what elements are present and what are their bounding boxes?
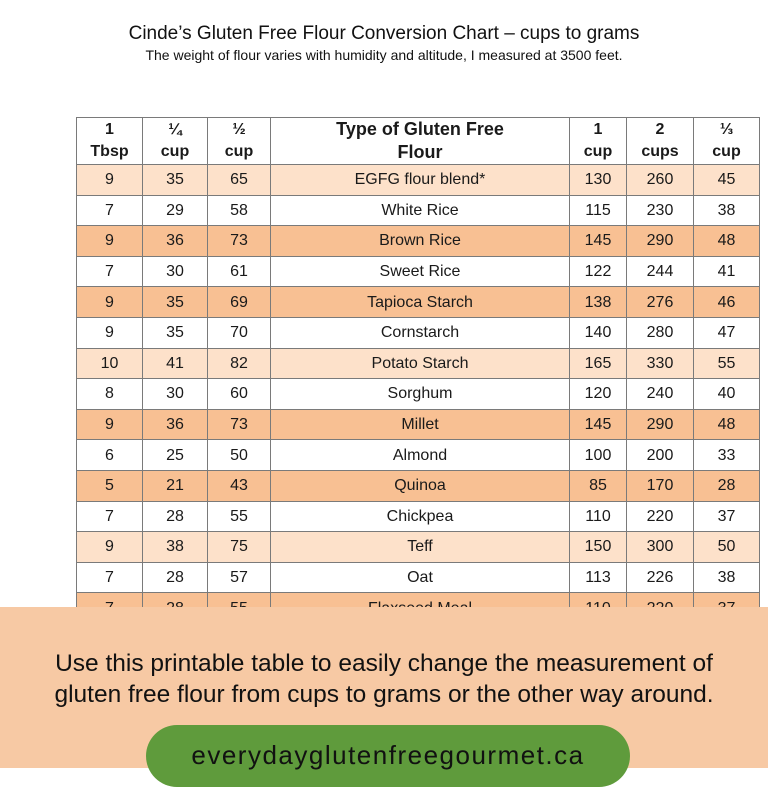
column-header-third-cup bbox=[694, 118, 760, 165]
column-header-line: 1 bbox=[593, 121, 603, 138]
third-cup-cell: 50 bbox=[694, 532, 760, 563]
one-cup-cell: 120 bbox=[570, 379, 627, 410]
column-header-line: cup bbox=[224, 143, 254, 160]
column-header-line: cup bbox=[160, 143, 190, 160]
quarter-cup-cell: 35 bbox=[143, 317, 208, 348]
one-cup-cell: 122 bbox=[570, 256, 627, 287]
column-header-line: Flour bbox=[397, 142, 443, 162]
page-title: Cinde’s Gluten Free Flour Conversion Chart – cups to grams bbox=[128, 23, 640, 44]
two-cups-cell: 226 bbox=[627, 562, 694, 593]
one-cup-cell: 115 bbox=[570, 195, 627, 226]
half-cup-cell: 60 bbox=[208, 379, 271, 410]
flour-type-cell: Cornstarch bbox=[271, 317, 570, 348]
website-url-link[interactable]: everydayglutenfreegourmet.ca bbox=[146, 725, 630, 787]
flour-type-cell: Millet bbox=[271, 409, 570, 440]
one-cup-cell: 100 bbox=[570, 440, 627, 471]
flour-type-cell: Potato Starch bbox=[271, 348, 570, 379]
half-cup-cell: 43 bbox=[208, 470, 271, 501]
table-row bbox=[77, 195, 760, 226]
tbsp-cell: 9 bbox=[77, 226, 143, 257]
one-cup-cell: 145 bbox=[570, 226, 627, 257]
conversion-table bbox=[76, 117, 760, 624]
two-cups-cell: 290 bbox=[627, 226, 694, 257]
quarter-cup-cell: 30 bbox=[143, 379, 208, 410]
conversion-table-container bbox=[76, 117, 741, 617]
quarter-cup-cell: 29 bbox=[143, 195, 208, 226]
banner-text-line: Use this printable table to easily change the measurement of bbox=[55, 650, 713, 677]
tbsp-cell: 9 bbox=[77, 532, 143, 563]
quarter-cup-cell: 36 bbox=[143, 409, 208, 440]
table-row bbox=[77, 165, 760, 196]
table-row bbox=[77, 287, 760, 318]
half-cup-cell: 73 bbox=[208, 409, 271, 440]
column-header-tbsp bbox=[77, 118, 143, 165]
page-subtitle: The weight of flour varies with humidity and altitude, I measured at 3500 feet. bbox=[145, 47, 623, 63]
column-header-line: Type of Gluten Free bbox=[336, 119, 504, 139]
table-row bbox=[77, 562, 760, 593]
flour-type-cell: Quinoa bbox=[271, 470, 570, 501]
two-cups-cell: 300 bbox=[627, 532, 694, 563]
tbsp-cell: 7 bbox=[77, 195, 143, 226]
tbsp-cell: 9 bbox=[77, 409, 143, 440]
table-row bbox=[77, 501, 760, 532]
table-row bbox=[77, 440, 760, 471]
one-cup-cell: 110 bbox=[570, 501, 627, 532]
quarter-cup-cell: 41 bbox=[143, 348, 208, 379]
one-cup-cell: 113 bbox=[570, 562, 627, 593]
two-cups-cell: 290 bbox=[627, 409, 694, 440]
one-cup-cell: 145 bbox=[570, 409, 627, 440]
table-row bbox=[77, 379, 760, 410]
third-cup-cell: 38 bbox=[694, 562, 760, 593]
flour-type-cell: Almond bbox=[271, 440, 570, 471]
flour-type-cell: White Rice bbox=[271, 195, 570, 226]
third-cup-cell: 48 bbox=[694, 226, 760, 257]
column-header-line: ¼ bbox=[168, 121, 182, 138]
tbsp-cell: 6 bbox=[77, 440, 143, 471]
third-cup-cell: 28 bbox=[694, 470, 760, 501]
one-cup-cell: 140 bbox=[570, 317, 627, 348]
third-cup-cell: 46 bbox=[694, 287, 760, 318]
two-cups-cell: 276 bbox=[627, 287, 694, 318]
table-row bbox=[77, 470, 760, 501]
third-cup-cell: 33 bbox=[694, 440, 760, 471]
table-body bbox=[77, 165, 760, 624]
third-cup-cell: 55 bbox=[694, 348, 760, 379]
promo-banner bbox=[0, 607, 768, 768]
table-row bbox=[77, 226, 760, 257]
two-cups-cell: 330 bbox=[627, 348, 694, 379]
two-cups-cell: 240 bbox=[627, 379, 694, 410]
column-header-line: cup bbox=[583, 143, 613, 160]
half-cup-cell: 61 bbox=[208, 256, 271, 287]
half-cup-cell: 70 bbox=[208, 317, 271, 348]
column-header-line: cup bbox=[712, 143, 741, 160]
one-cup-cell: 165 bbox=[570, 348, 627, 379]
two-cups-cell: 230 bbox=[627, 195, 694, 226]
tbsp-cell: 7 bbox=[77, 501, 143, 532]
tbsp-cell: 9 bbox=[77, 287, 143, 318]
third-cup-cell: 48 bbox=[694, 409, 760, 440]
half-cup-cell: 55 bbox=[208, 501, 271, 532]
flour-type-cell: Sweet Rice bbox=[271, 256, 570, 287]
two-cups-cell: 244 bbox=[627, 256, 694, 287]
half-cup-cell: 65 bbox=[208, 165, 271, 196]
quarter-cup-cell: 28 bbox=[143, 562, 208, 593]
column-header-quarter-cup bbox=[143, 118, 208, 165]
flour-type-cell: EGFG flour blend* bbox=[271, 165, 570, 196]
half-cup-cell: 57 bbox=[208, 562, 271, 593]
two-cups-cell: 260 bbox=[627, 165, 694, 196]
two-cups-cell: 220 bbox=[627, 501, 694, 532]
table-row bbox=[77, 532, 760, 563]
third-cup-cell: 47 bbox=[694, 317, 760, 348]
one-cup-cell: 138 bbox=[570, 287, 627, 318]
column-header-two-cups bbox=[627, 118, 694, 165]
flour-type-cell: Brown Rice bbox=[271, 226, 570, 257]
column-header-one-cup bbox=[570, 118, 627, 165]
third-cup-cell: 40 bbox=[694, 379, 760, 410]
half-cup-cell: 50 bbox=[208, 440, 271, 471]
two-cups-cell: 170 bbox=[627, 470, 694, 501]
tbsp-cell: 5 bbox=[77, 470, 143, 501]
column-header-line: 2 bbox=[655, 121, 665, 138]
quarter-cup-cell: 30 bbox=[143, 256, 208, 287]
half-cup-cell: 69 bbox=[208, 287, 271, 318]
quarter-cup-cell: 25 bbox=[143, 440, 208, 471]
column-header-line: Tbsp bbox=[90, 143, 129, 160]
quarter-cup-cell: 28 bbox=[143, 501, 208, 532]
column-header-line: 1 bbox=[105, 121, 114, 138]
two-cups-cell: 280 bbox=[627, 317, 694, 348]
quarter-cup-cell: 35 bbox=[143, 287, 208, 318]
two-cups-cell: 200 bbox=[627, 440, 694, 471]
flour-type-cell: Teff bbox=[271, 532, 570, 563]
column-header-line: ½ bbox=[232, 121, 246, 138]
column-header-half-cup bbox=[208, 118, 271, 165]
column-header-line: ⅓ bbox=[719, 121, 734, 138]
third-cup-cell: 41 bbox=[694, 256, 760, 287]
column-header-line: cups bbox=[641, 143, 679, 160]
banner-text bbox=[0, 648, 768, 710]
table-row bbox=[77, 348, 760, 379]
table-row bbox=[77, 256, 760, 287]
third-cup-cell: 37 bbox=[694, 501, 760, 532]
flour-type-cell: Oat bbox=[271, 562, 570, 593]
tbsp-cell: 10 bbox=[77, 348, 143, 379]
half-cup-cell: 73 bbox=[208, 226, 271, 257]
column-header-flour-type bbox=[271, 118, 570, 165]
one-cup-cell: 150 bbox=[570, 532, 627, 563]
half-cup-cell: 82 bbox=[208, 348, 271, 379]
flour-type-cell: Chickpea bbox=[271, 501, 570, 532]
half-cup-cell: 58 bbox=[208, 195, 271, 226]
table-row bbox=[77, 409, 760, 440]
table-header-row bbox=[77, 118, 760, 165]
one-cup-cell: 85 bbox=[570, 470, 627, 501]
tbsp-cell: 8 bbox=[77, 379, 143, 410]
tbsp-cell: 9 bbox=[77, 165, 143, 196]
tbsp-cell: 9 bbox=[77, 317, 143, 348]
tbsp-cell: 7 bbox=[77, 256, 143, 287]
quarter-cup-cell: 36 bbox=[143, 226, 208, 257]
one-cup-cell: 130 bbox=[570, 165, 627, 196]
flour-type-cell: Tapioca Starch bbox=[271, 287, 570, 318]
quarter-cup-cell: 21 bbox=[143, 470, 208, 501]
quarter-cup-cell: 35 bbox=[143, 165, 208, 196]
half-cup-cell: 75 bbox=[208, 532, 271, 563]
table-row bbox=[77, 317, 760, 348]
quarter-cup-cell: 38 bbox=[143, 532, 208, 563]
banner-text-line: gluten free flour from cups to grams or the other way around. bbox=[54, 681, 714, 708]
tbsp-cell: 7 bbox=[77, 562, 143, 593]
flour-type-cell: Sorghum bbox=[271, 379, 570, 410]
third-cup-cell: 38 bbox=[694, 195, 760, 226]
third-cup-cell: 45 bbox=[694, 165, 760, 196]
